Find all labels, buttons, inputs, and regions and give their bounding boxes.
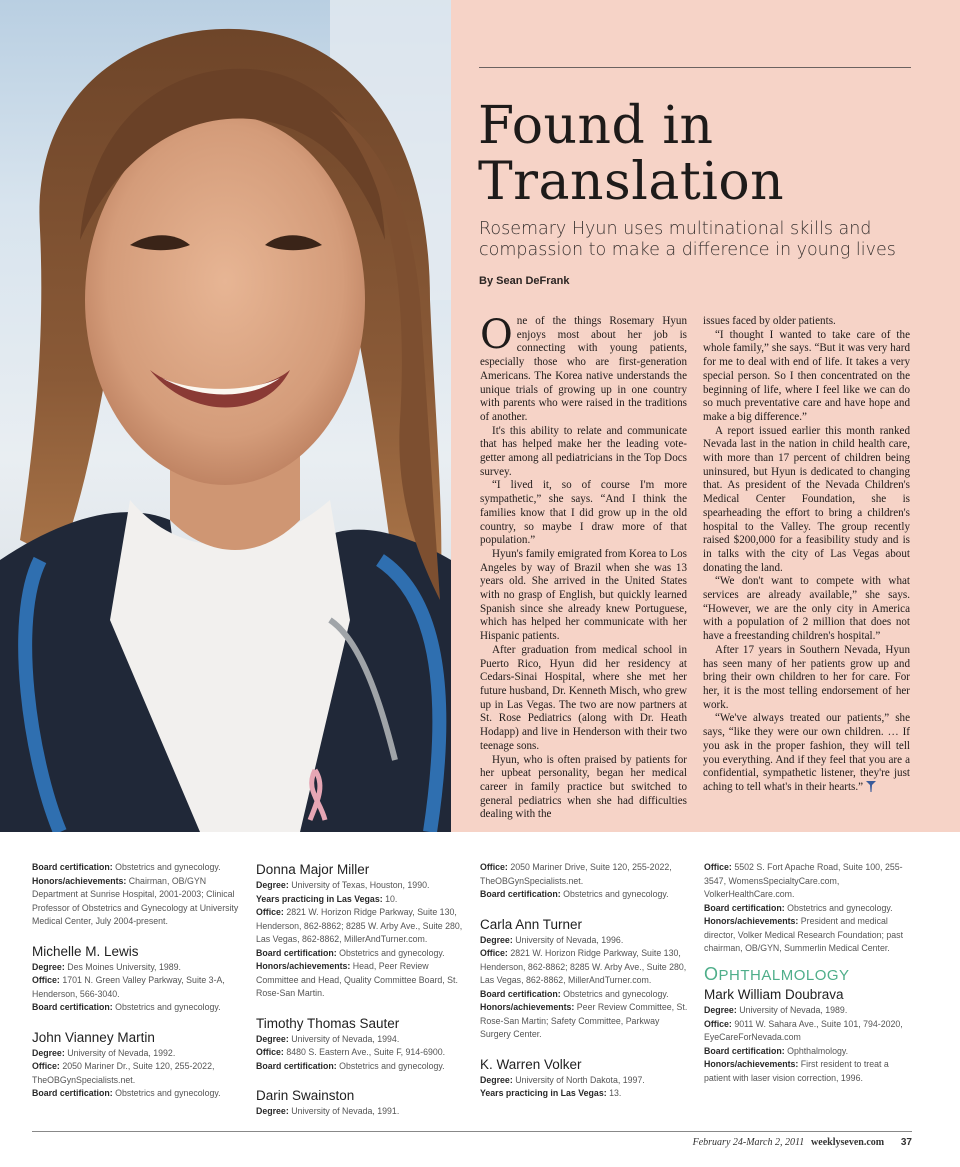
listing-line: [256, 879, 468, 893]
article-column-1: [480, 312, 687, 822]
listing-line: [704, 915, 916, 956]
field-label: Years practicing in Las Vegas:: [256, 893, 383, 904]
listing-line: [704, 1018, 916, 1045]
title-line-1: Found in: [478, 96, 714, 156]
field-label: Degree:: [32, 1047, 65, 1058]
doctor-entry: [256, 1087, 468, 1119]
article-paragraph: One of the things Rosemary Hyun enjoys most about her job is connecting with young patients, especially those who are first-generation Americans. The Korea native understands the unique trials of growing up in one country with parents who were raised in the traditions of another.: [480, 312, 687, 423]
listing-column-2: [256, 861, 468, 1119]
field-value: University of Nevada, 1994.: [288, 1033, 400, 1044]
listing-column-3: [480, 861, 692, 1101]
article-paragraph: issues faced by older patients.: [703, 315, 836, 327]
field-value: Des Moines University, 1989.: [64, 961, 181, 972]
field-label: Board certification:: [32, 1088, 113, 1098]
doctor-entry: [704, 861, 916, 956]
doctor-name: Timothy Thomas Sauter: [256, 1015, 400, 1031]
listing-line: [480, 1074, 692, 1088]
field-label: Degree:: [256, 1033, 289, 1044]
article-paragraph: After 17 years in Southern Nevada, Hyun has seen many of her patients grow up and bring their own children to her for care. For her, it is the most telling endorsement of her work.: [703, 643, 910, 711]
listing-line: [704, 902, 916, 916]
end-mark-icon: [866, 781, 876, 792]
doctor-entry: [32, 861, 244, 929]
field-label: Office:: [704, 1018, 732, 1029]
page-number: 37: [900, 1137, 912, 1148]
listing-line: [256, 1033, 468, 1047]
top-rule: [479, 67, 911, 68]
doctor-name: Darin Swainston: [256, 1088, 355, 1103]
field-label: Degree:: [256, 1106, 289, 1116]
article-subtitle: Rosemary Hyun uses multinational skills and compassion to make a difference in young lives: [479, 219, 896, 260]
byline: By Sean DeFrank: [479, 275, 570, 287]
field-label: Honors/achievements:: [256, 961, 351, 971]
listing-group: [704, 861, 916, 956]
doctor-name: K. Warren Volker: [480, 1056, 582, 1072]
field-label: Board certification:: [480, 889, 561, 899]
doctor-name: Carla Ann Turner: [480, 916, 583, 932]
listing-line: [32, 875, 244, 929]
article-paragraph: “We've always treated our patients,” she says, “like they were our own children. … If you ask in the proper fashion, they will tell you everything. And if they feel that you are a confidential, sympathetic listener, they're just aching to tell what's in their hearts.”: [703, 712, 910, 793]
field-value: 1701 N. Green Valley Parkway, Suite 3-A, Henderson, 566-3040.: [32, 975, 225, 999]
field-label: Board certification:: [32, 862, 113, 872]
field-label: Degree:: [32, 961, 65, 972]
field-value: Obstetrics and gynecology.: [112, 862, 221, 872]
field-value: Obstetrics and gynecology.: [336, 1060, 445, 1071]
field-value: Ophthalmology.: [784, 1045, 849, 1056]
field-value: Peer Review Committee, St. Rose-San Martin; Safety Committee, Parkway Surgery Center.: [480, 1002, 688, 1039]
field-label: Office:: [256, 907, 284, 917]
article-paragraph: A report issued earlier this month ranked Nevada last in the nation in child health care, with more than 17 percent of children being uninsured, but Hyun is dedicated to changing that. As president of the Nevada Children's Medical Center Foundation, she is spearheading the effort to bring a children's hospital to the Valley. The group recently raised $200,000 for a feasibility study and is in talks with the city of Las Vegas about donating the land.: [703, 424, 910, 574]
listing-column-1: [32, 861, 244, 1101]
listing-line: [480, 1001, 692, 1042]
listing-line: [704, 1058, 916, 1085]
doctor-entry: [480, 861, 692, 902]
doctor-entry: [480, 916, 692, 1042]
doctor-name: Mark William Doubrava: [704, 987, 844, 1002]
listing-line: [704, 861, 916, 902]
listing-line: [480, 888, 692, 902]
field-label: Honors/achievements:: [480, 1002, 575, 1012]
listing-line: [704, 1004, 916, 1018]
section-heading-ophthalmology: OPHTHALMOLOGY: [704, 963, 850, 984]
listing-line: [32, 961, 244, 975]
field-value: 9011 W. Sahara Ave., Suite 101, 794-2020, EyeCareForNevada.com: [704, 1018, 903, 1042]
listing-line: [256, 1046, 468, 1060]
field-value: 13.: [606, 1088, 622, 1098]
field-label: Degree:: [480, 1074, 513, 1085]
field-label: Board certification:: [480, 988, 561, 999]
field-label: Board certification:: [256, 947, 337, 958]
field-label: Honors/achievements:: [704, 1059, 799, 1069]
field-value: Obstetrics and gynecology.: [112, 1002, 221, 1012]
field-label: Board certification:: [704, 902, 785, 913]
field-label: Office:: [480, 862, 508, 872]
field-value: 10.: [382, 893, 398, 904]
article-paragraph: After graduation from medical school in Puerto Rico, Hyun did her residency at Cedars-Sinai Hospital, where she met her future husband, Dr. Kenneth Misch, who grew up in Las Vegas. The two are now partners at St. Rose Pediatrics (along with Dr. Heath Hodapp) and live in Henderson with their two teenage sons.: [480, 643, 687, 752]
field-value: University of Nevada, 1991.: [288, 1106, 400, 1116]
doctor-entry: [32, 1029, 244, 1101]
field-label: Honors/achievements:: [704, 916, 799, 926]
field-value: University of Nevada, 1992.: [64, 1047, 176, 1058]
article-title: [478, 98, 918, 210]
field-value: Obstetrics and gynecology.: [112, 1088, 221, 1098]
field-label: Degree:: [256, 880, 289, 890]
field-label: Honors/achievements:: [32, 875, 127, 886]
listing-line: [704, 1045, 916, 1059]
doctor-name: Michelle M. Lewis: [32, 943, 139, 959]
field-value: 2821 W. Horizon Ridge Parkway, Suite 130, Henderson, 862-8862; 8285 W. Arby Ave., Suite 280, Las Vegas, 862-8862, MillerAndTurner.com.: [256, 907, 463, 944]
listing-line: [480, 988, 692, 1002]
field-label: Office:: [704, 862, 732, 872]
field-value: Obstetrics and gynecology.: [336, 947, 445, 958]
field-label: Office:: [32, 975, 60, 985]
field-label: Office:: [480, 948, 508, 958]
listing-line: [256, 1060, 468, 1074]
portrait-photo: [0, 0, 451, 832]
field-value: University of Texas, Houston, 1990.: [288, 880, 430, 890]
article-column-2: [703, 315, 910, 795]
issue-date: February 24-March 2, 2011: [692, 1137, 805, 1148]
article-paragraph: “I thought I wanted to take care of the whole family,” she says. “But it was very hard for me to deal with end of life. It takes a very special person. So I then concentrated on the beginning of life, where I feel like we can do so much preventative care and have hope and make a big difference.”: [703, 328, 910, 423]
listing-column-4: [704, 861, 916, 1085]
field-value: Obstetrics and gynecology.: [560, 889, 669, 899]
field-value: 2050 Mariner Drive, Suite 120, 255-2022, TheOBGynSpecialists.net.: [480, 862, 672, 886]
listing-line: [480, 934, 692, 948]
field-value: Obstetrics and gynecology.: [784, 902, 893, 913]
doctor-name: John Vianney Martin: [32, 1029, 155, 1045]
article-paragraph: “I lived it, so of course I'm more sympathetic,” she says. “And I think the families know that I did grow up in the old country, so maybe I draw more of that population.”: [480, 479, 687, 547]
field-label: Office:: [32, 1061, 60, 1071]
article-paragraph: Hyun, who is often praised by patients for her upbeat personality, began her medical career in family practice but switched to general pediatrics when she had difficulties dealing with the: [480, 753, 687, 821]
field-value: 2821 W. Horizon Ridge Parkway, Suite 130, Henderson, 862-8862; 8285 W. Arby Ave., Suite 280, Las Vegas, 862-8862, MillerAndTurner.com.: [480, 948, 687, 985]
listing-line: [32, 861, 244, 875]
article-paragraph: Hyun's family emigrated from Korea to Los Angeles by way of Brazil when she was 13 years old. She arrived in the United States with no grasp of English, but quickly learned Spanish since she already knew Portuguese, which has helped her communicate with her Hispanic patients.: [480, 547, 687, 643]
field-label: Years practicing in Las Vegas:: [480, 1088, 607, 1098]
article-paragraph: It's this ability to relate and communicate that has helped make her the leading vote-getter among all pediatricians in the Top Docs survey.: [480, 424, 687, 478]
doctor-entry: [480, 1056, 692, 1101]
footer-rule: [32, 1131, 912, 1132]
field-value: 2050 Mariner Dr., Suite 120, 255-2022, TheOBGynSpecialists.net.: [32, 1061, 215, 1085]
doctor-entry: [256, 1015, 468, 1074]
field-label: Office:: [256, 1047, 284, 1057]
title-line-2: Translation: [478, 152, 785, 212]
field-value: Head, Peer Review Committee and Head, Quality Committee Board, St. Rose-San Martin.: [256, 961, 458, 998]
listing-line: [256, 947, 468, 961]
portrait-illustration: [0, 0, 451, 832]
listing-line: [480, 1087, 692, 1101]
field-value: 8480 S. Eastern Ave., Suite F, 914-6900.: [283, 1047, 446, 1057]
field-value: University of Nevada, 1989.: [736, 1005, 848, 1015]
site-name: weeklyseven.com: [811, 1137, 885, 1148]
doctor-entry: [256, 861, 468, 1001]
listing-line: [32, 1001, 244, 1015]
field-label: Degree:: [704, 1005, 737, 1015]
field-label: Degree:: [480, 934, 513, 945]
doctor-entry: [704, 986, 916, 1085]
field-label: Board certification:: [704, 1045, 785, 1056]
listing-group: [704, 986, 916, 1085]
field-value: 5502 S. Fort Apache Road, Suite 100, 255-3547, WomensSpecialtyCare.com, VolkerHealthCare.com.: [704, 862, 903, 899]
listing-line: [256, 960, 468, 1001]
field-label: Board certification:: [32, 1002, 113, 1012]
field-value: University of Nevada, 1996.: [512, 934, 624, 945]
doctor-name: Donna Major Miller: [256, 862, 370, 877]
listing-line: [32, 974, 244, 1001]
listing-line: [32, 1060, 244, 1087]
article-paragraph: “We don't want to compete with what services are already available,” she says. “However, we are the only city in America with a population of 2 million that does not have a freestanding children's hospital.”: [703, 575, 910, 643]
page-footer: [693, 1137, 912, 1148]
listing-line: [480, 861, 692, 888]
field-label: Board certification:: [256, 1060, 337, 1071]
listing-line: [32, 1087, 244, 1101]
field-value: Obstetrics and gynecology.: [560, 988, 669, 999]
listing-line: [32, 1047, 244, 1061]
doctor-entry: [32, 943, 244, 1015]
drop-cap: O: [480, 312, 513, 358]
listing-line: [256, 906, 468, 947]
listing-line: [256, 1105, 468, 1119]
field-value: First resident to treat a patient with laser vision correction, 1996.: [704, 1059, 889, 1083]
field-value: Chairman, OB/GYN Department at Sunrise Hospital, 2001-2003; Clinical Professor of Obstetrics and Gynecology at University Medical Center, July 2004-present.: [32, 875, 239, 926]
listing-line: [256, 893, 468, 907]
listing-line: [480, 947, 692, 988]
field-value: University of North Dakota, 1997.: [512, 1074, 645, 1085]
field-value: President and medical director, Volker Medical Research Foundation; past chairman, OB/GYN, Summerlin Medical Center.: [704, 916, 904, 953]
